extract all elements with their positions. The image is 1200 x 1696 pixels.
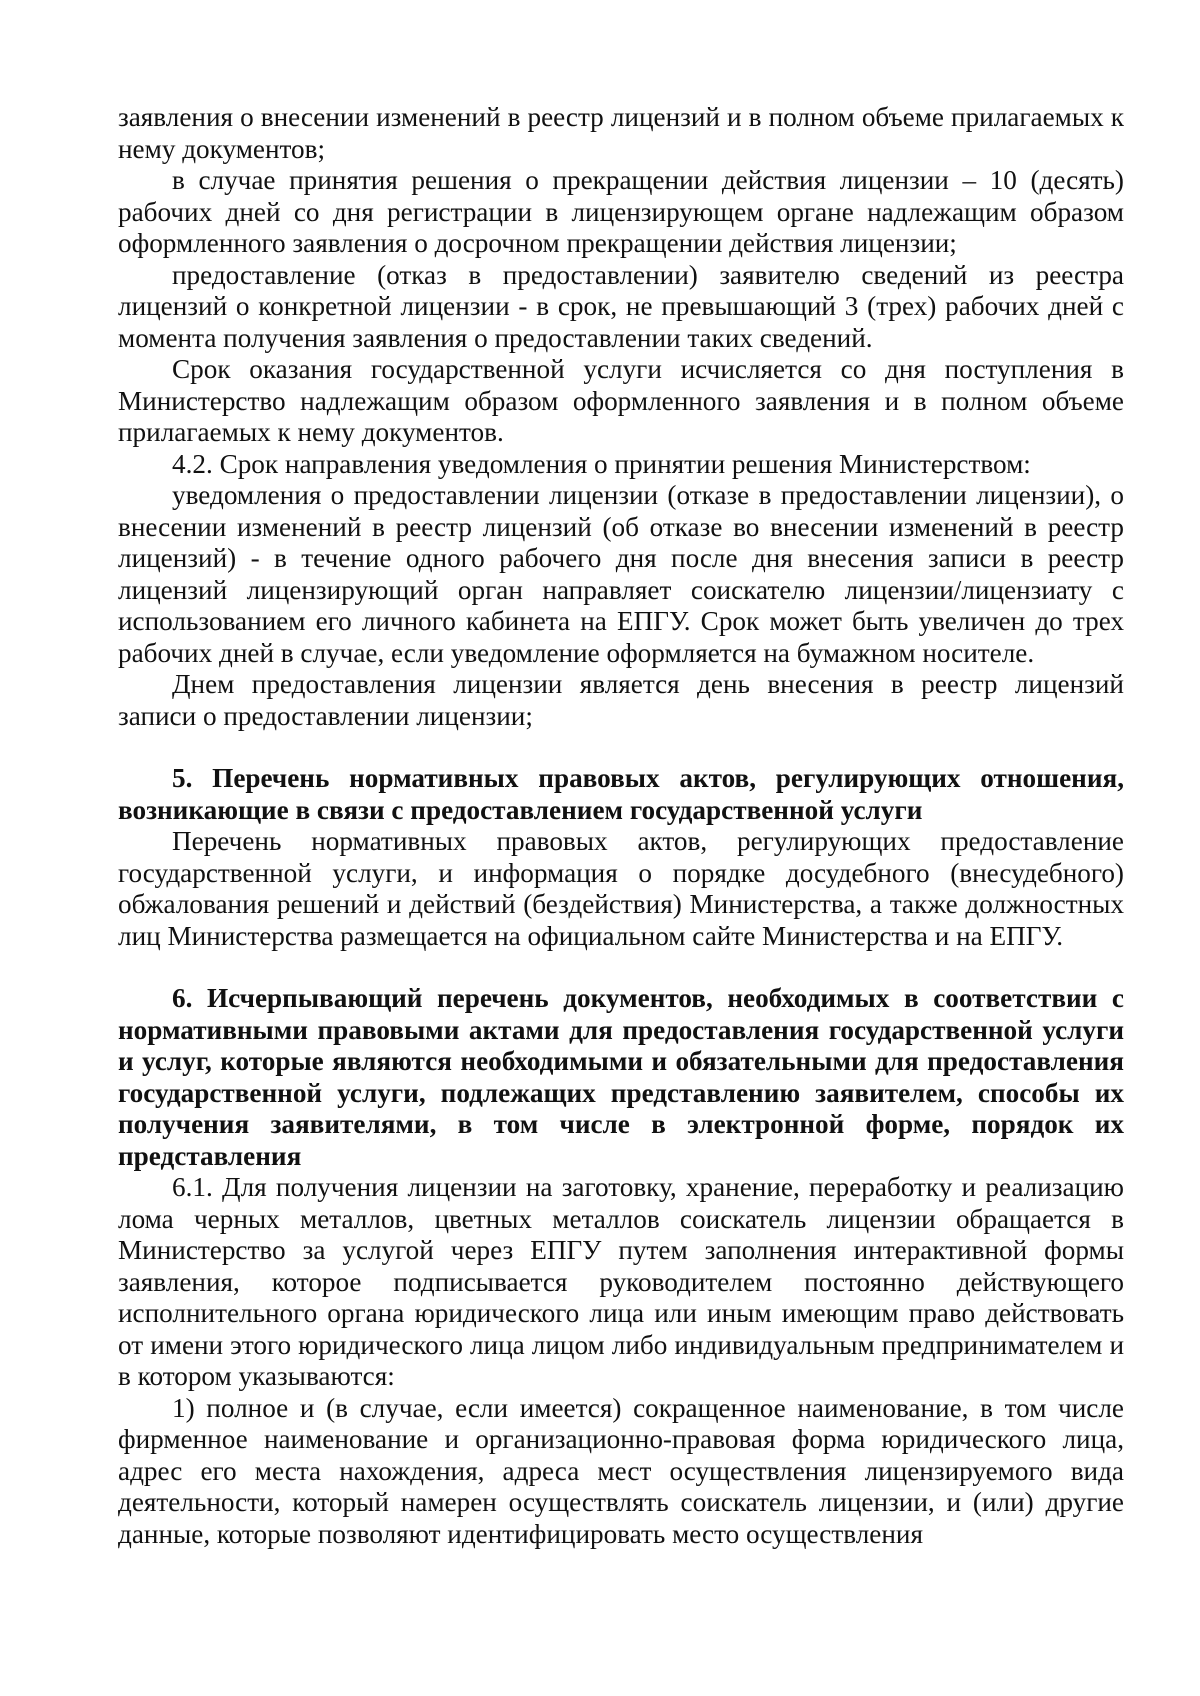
- paragraph-license-day: Днем предоставления лицензии является день внесения в реестр лицензий записи о предоставлении лицензии;: [118, 669, 1124, 731]
- section-gap: [118, 952, 1124, 983]
- section-gap: [118, 732, 1124, 763]
- paragraph-registry-info-term: предоставление (отказ в предоставлении) заявителю сведений из реестра лицензий о конкретной лицензии - в срок, не превышающий 3 (трех) рабочих дней с момента получения заявления о предоставлении таких сведений.: [118, 259, 1124, 353]
- document-page: [118, 102, 1124, 1550]
- paragraph-6-1: 6.1. Для получения лицензии на заготовку, хранение, переработку и реализацию лома черных металлов, цветных металлов соискатель лицензии обращается в Министерство за услугой через ЕПГУ путем заполнения интерактивной формы заявления, которое подписывается руководителем постоянно действующего исполнительного органа юридического лица или иным имеющим право действовать от имени этого юридического лица лицом либо индивидуальным предпринимателем и в котором указываются:: [118, 1172, 1124, 1391]
- paragraph-application-changes: заявления о внесении изменений в реестр лицензий и в полном объеме прилагаемых к нему документов;: [118, 102, 1124, 164]
- paragraph-legal-acts: Перечень нормативных правовых актов, регулирующих предоставление государственной услуги, и информация о порядке досудебного (внесудебного) обжалования решений и действий (бездействия) Министерства, а также должностных лиц Министерства размещается на официальном сайте Министерства и на ЕПГУ.: [118, 826, 1124, 951]
- paragraph-service-term-calc: Срок оказания государственной услуги исчисляется со дня поступления в Министерство надлежащим образом оформленного заявления и в полном объеме прилагаемых к нему документов.: [118, 354, 1124, 447]
- section-5-heading: 5. Перечень нормативных правовых актов, регулирующих отношения, возникающие в связи с предоставлением государственной услуги: [118, 763, 1124, 825]
- paragraph-6-1-item-1: 1) полное и (в случае, если имеется) сокращенное наименование, в том числе фирменное наименование и организационно-правовая форма юридического лица, адрес его места нахождения, адреса мест осуществления лицензируемого вида деятельности, который намерен осуществлять соискатель лицензии, и (или) другие данные, которые позволяют идентифицировать место осуществления: [118, 1392, 1124, 1549]
- paragraph-notification-term: уведомления о предоставлении лицензии (отказе в предоставлении лицензии), о внесении изменений в реестр лицензий (об отказе во внесении изменений в реестр лицензий) - в течение одного рабочего дня после дня внесения записи в реестр лицензий лицензирующий орган направляет соискателю лицензии/лицензиату с использованием его личного кабинета на ЕПГУ. Срок может быть увеличен до трех рабочих дней в случае, если уведомление оформляется на бумажном носителе.: [118, 480, 1124, 668]
- paragraph-termination-term: в случае принятия решения о прекращении действия лицензии – 10 (десять) рабочих дней со дня регистрации в лицензирующем органе надлежащим образом оформленного заявления о досрочном прекращении действия лицензии;: [118, 165, 1124, 258]
- section-6-heading: 6. Исчерпывающий перечень документов, необходимых в соответствии с нормативными правовыми актами для предоставления государственной услуги и услуг, которые являются необходимыми и обязательными для предоставления государственной услуги, подлежащих представлению заявителем, способы их получения заявителями, в том числе в электронной форме, порядок их представления: [118, 983, 1124, 1171]
- paragraph-4-2: 4.2. Срок направления уведомления о принятии решения Министерством:: [172, 448, 1031, 479]
